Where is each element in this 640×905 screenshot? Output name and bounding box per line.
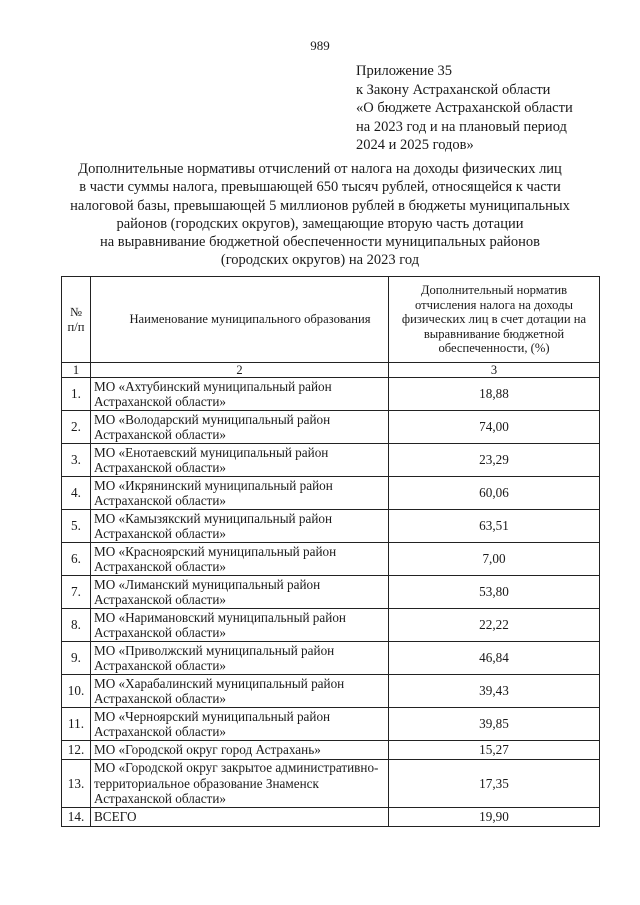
normative-value: 15,27: [389, 741, 600, 760]
table-row: [62, 609, 600, 642]
row-number: 9.: [62, 642, 91, 675]
municipality-name: МО «Енотаевский муниципальный район Астраханской области»: [91, 444, 389, 477]
normative-value: 60,06: [389, 477, 600, 510]
table-row: [62, 642, 600, 675]
municipality-name: МО «Городской округ город Астрахань»: [91, 741, 389, 760]
municipality-name: МО «Приволжский муниципальный район Астраханской области»: [91, 642, 389, 675]
row-number: 2.: [62, 411, 91, 444]
title-line: (городских округов) на 2023 год: [220, 252, 420, 269]
appendix-line: на 2023 год и на плановый период: [356, 118, 567, 135]
normative-value: 18,88: [389, 378, 600, 411]
municipality-name: МО «Лиманский муниципальный район Астраханской области»: [91, 576, 389, 609]
title-line: районов (городских округов), замещающие вторую часть дотации: [116, 215, 524, 232]
row-number: 8.: [62, 609, 91, 642]
municipality-name: МО «Красноярский муниципальный район Астраханской области»: [91, 543, 389, 576]
total-value: 19,90: [389, 808, 600, 827]
normative-value: 39,43: [389, 675, 600, 708]
table-row: [62, 741, 600, 760]
row-number: 1.: [62, 378, 91, 411]
table-header-row: [62, 277, 600, 363]
normative-value: 39,85: [389, 708, 600, 741]
row-number: 4.: [62, 477, 91, 510]
table-row: [62, 760, 600, 808]
appendix-line: Приложение 35: [356, 63, 452, 79]
normative-value: 53,80: [389, 576, 600, 609]
column-number: 1: [62, 363, 91, 378]
normative-value: 63,51: [389, 510, 600, 543]
document-title: [40, 160, 600, 270]
row-number: 11.: [62, 708, 91, 741]
row-number: 5.: [62, 510, 91, 543]
header-normative: Дополнительный норматив отчисления налога на доходы физических лиц в счет дотации на выравнивание бюджетной обеспеченности, (%): [389, 277, 600, 363]
normative-value: 46,84: [389, 642, 600, 675]
municipality-name: МО «Камызякский муниципальный район Астраханской области»: [91, 510, 389, 543]
row-number: 7.: [62, 576, 91, 609]
table-row: [62, 510, 600, 543]
row-number: 12.: [62, 741, 91, 760]
municipality-name: МО «Харабалинский муниципальный район Астраханской области»: [91, 675, 389, 708]
municipality-name: МО «Икрянинский муниципальный район Астраханской области»: [91, 477, 389, 510]
normatives-table: [61, 276, 600, 827]
title-line: Дополнительные нормативы отчислений от налога на доходы физических лиц: [78, 161, 562, 177]
table-row: [62, 378, 600, 411]
normative-value: 74,00: [389, 411, 600, 444]
normative-value: 22,22: [389, 609, 600, 642]
municipality-name: МО «Городской округ закрытое административно-территориальное образование Знаменск Астраханской области»: [91, 760, 389, 808]
table-row: [62, 411, 600, 444]
title-line: налоговой базы, превышающей 5 миллионов рублей в бюджеты муниципальных: [70, 197, 570, 214]
header-name: Наименование муниципального образования: [91, 277, 389, 363]
row-number: 13.: [62, 760, 91, 808]
table-row: [62, 576, 600, 609]
normative-value: 23,29: [389, 444, 600, 477]
header-number: № п/п: [62, 277, 91, 363]
normative-value: 7,00: [389, 543, 600, 576]
municipality-name: МО «Володарский муниципальный район Астраханской области»: [91, 411, 389, 444]
table-row: [62, 444, 600, 477]
table-total-row: [62, 808, 600, 827]
total-label: ВСЕГО: [91, 808, 389, 827]
column-number: 2: [91, 363, 389, 378]
municipality-name: МО «Ахтубинский муниципальный район Астраханской области»: [91, 378, 389, 411]
row-number: 6.: [62, 543, 91, 576]
title-line: в части суммы налога, превышающей 650 тысяч рублей, относящейся к части: [79, 179, 561, 196]
appendix-line: 2024 и 2025 годов»: [356, 137, 474, 153]
table-row: [62, 543, 600, 576]
table-row: [62, 708, 600, 741]
appendix-line: к Закону Астраханской области: [356, 81, 551, 98]
row-number: 3.: [62, 444, 91, 477]
appendix-note: [356, 62, 626, 155]
row-number: 14.: [62, 808, 91, 827]
title-line: на выравнивание бюджетной обеспеченности муниципальных районов: [99, 234, 541, 251]
appendix-line: «О бюджете Астраханской области: [356, 100, 573, 116]
page-number: 989: [310, 38, 330, 53]
column-numbers-row: [62, 363, 600, 378]
column-number: 3: [389, 363, 600, 378]
municipality-name: МО «Черноярский муниципальный район Астраханской области»: [91, 708, 389, 741]
row-number: 10.: [62, 675, 91, 708]
table-row: [62, 675, 600, 708]
normative-value: 17,35: [389, 760, 600, 808]
table-row: [62, 477, 600, 510]
municipality-name: МО «Наримановский муниципальный район Астраханской области»: [91, 609, 389, 642]
